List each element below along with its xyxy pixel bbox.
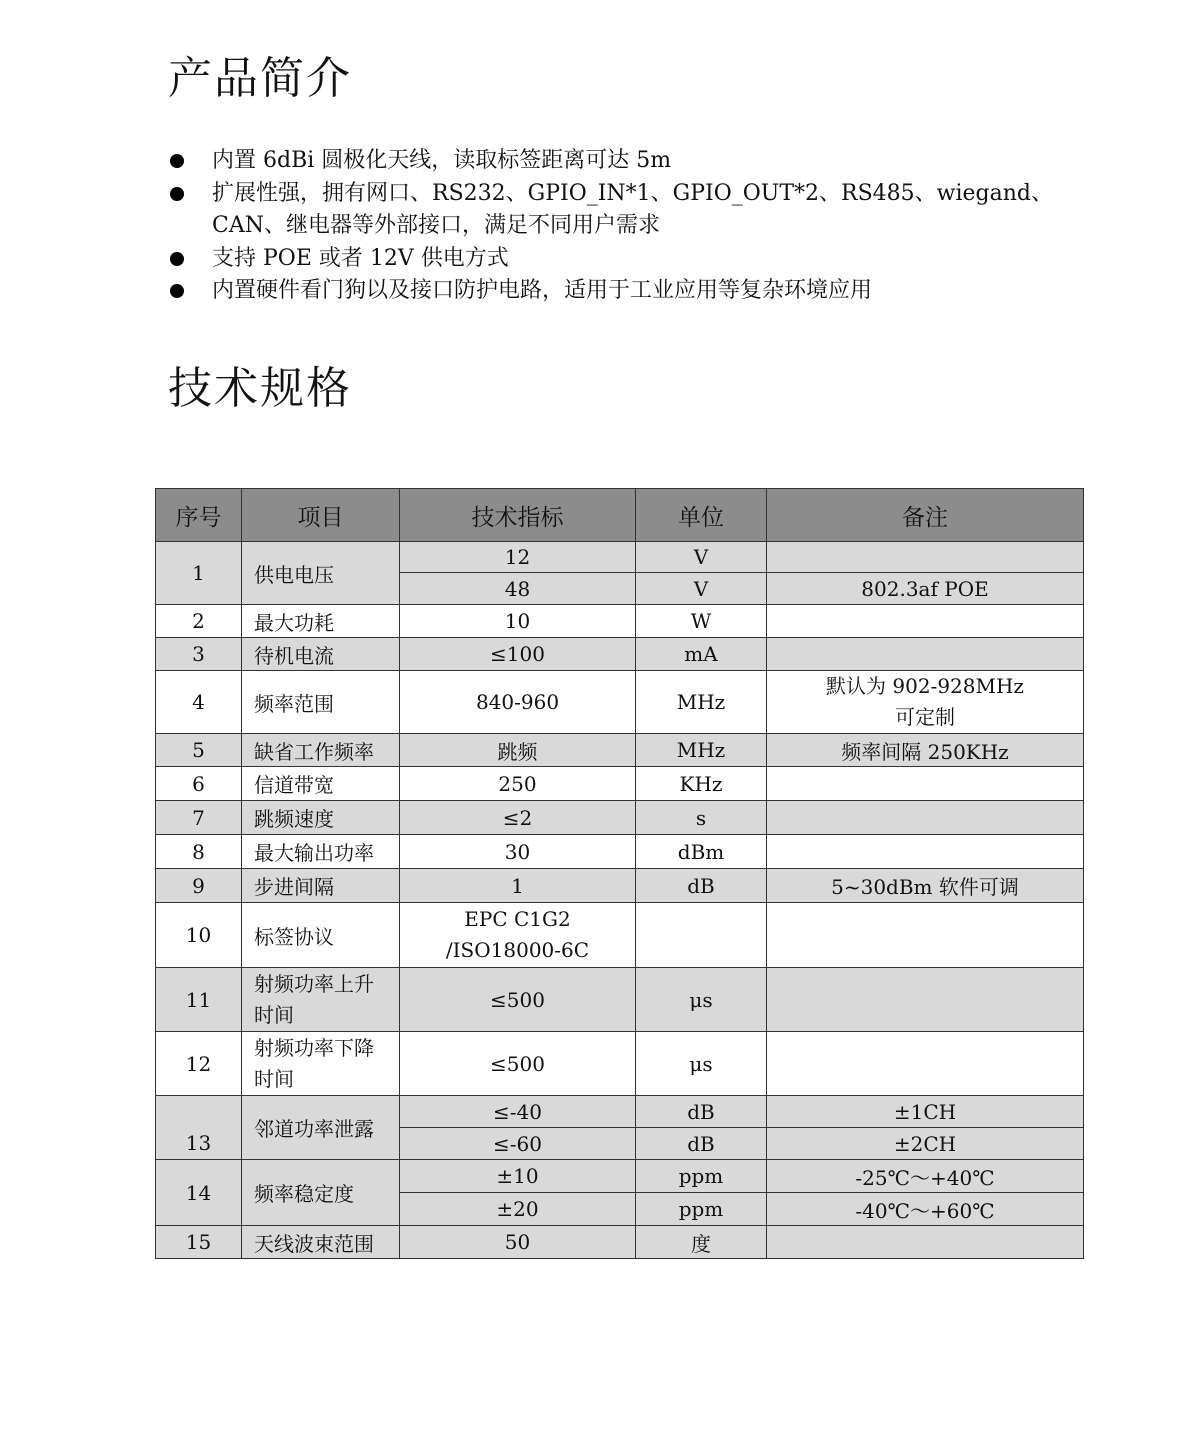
table-row — [156, 734, 1084, 767]
cell-note: 5~30dBm 软件可调 — [767, 869, 1084, 903]
cell-note — [767, 542, 1084, 573]
cell-value: 840-960 — [400, 671, 636, 734]
header-no: 序号 — [156, 489, 242, 542]
bullet-text: 内置硬件看门狗以及接口防护电路，适用于工业应用等复杂环境应用 — [212, 278, 873, 303]
cell-no: 2 — [156, 605, 242, 638]
table-row — [156, 835, 1084, 869]
cell-unit: μs — [636, 968, 767, 1032]
item-line: 时间 — [254, 1066, 294, 1091]
cell-item: 信道带宽 — [242, 767, 400, 801]
item-line: 时间 — [254, 1002, 294, 1027]
cell-item — [242, 1032, 400, 1096]
cell-no: 3 — [156, 638, 242, 671]
cell-unit: W — [636, 605, 767, 638]
cell-value: 12 — [400, 542, 636, 573]
cell-unit — [636, 903, 767, 968]
list-item — [168, 145, 1068, 178]
cell-value: ≤500 — [400, 968, 636, 1032]
cell-item: 步进间隔 — [242, 869, 400, 903]
table-row — [156, 1096, 1084, 1128]
cell-note — [767, 801, 1084, 835]
cell-note: -25℃～+40℃ — [767, 1160, 1084, 1193]
cell-unit: V — [636, 542, 767, 573]
cell-value: 1 — [400, 869, 636, 903]
cell-note: ±2CH — [767, 1128, 1084, 1160]
cell-value: 250 — [400, 767, 636, 801]
cell-item: 频率稳定度 — [242, 1160, 400, 1226]
section-title-intro: 产品简介 — [168, 53, 352, 104]
table-row — [156, 869, 1084, 903]
cell-note — [767, 767, 1084, 801]
feature-list — [168, 145, 1068, 308]
header-unit: 单位 — [636, 489, 767, 542]
table-row — [156, 903, 1084, 968]
item-line: 射频功率上升 — [254, 971, 374, 996]
cell-note — [767, 638, 1084, 671]
cell-no: 6 — [156, 767, 242, 801]
value-line: /ISO18000-6C — [445, 938, 590, 962]
cell-note: 802.3af POE — [767, 573, 1084, 605]
cell-value: ≤-60 — [400, 1128, 636, 1160]
bullet-dot-icon — [170, 284, 184, 298]
note-line: 默认为 902-928MHz — [826, 674, 1024, 698]
cell-item — [242, 968, 400, 1032]
cell-note — [767, 835, 1084, 869]
cell-value: ≤500 — [400, 1032, 636, 1096]
cell-unit: μs — [636, 1032, 767, 1096]
cell-value: ≤-40 — [400, 1096, 636, 1128]
cell-value: 跳频 — [400, 734, 636, 767]
cell-value: 48 — [400, 573, 636, 605]
cell-item: 邻道功率泄露 — [242, 1096, 400, 1160]
cell-no: 15 — [156, 1226, 242, 1259]
table-row — [156, 671, 1084, 734]
cell-unit: ppm — [636, 1160, 767, 1193]
cell-value: ≤2 — [400, 801, 636, 835]
cell-no: 4 — [156, 671, 242, 734]
cell-unit: dBm — [636, 835, 767, 869]
table-header-row — [156, 489, 1084, 542]
table-row — [156, 1160, 1084, 1193]
cell-item: 最大功耗 — [242, 605, 400, 638]
table-row — [156, 638, 1084, 671]
bullet-dot-icon — [170, 187, 184, 201]
cell-item: 待机电流 — [242, 638, 400, 671]
cell-no: 14 — [156, 1160, 242, 1226]
cell-no: 1 — [156, 542, 242, 605]
spec-table — [155, 488, 1084, 1259]
cell-value: 10 — [400, 605, 636, 638]
cell-note: -40℃～+60℃ — [767, 1193, 1084, 1226]
cell-no: 8 — [156, 835, 242, 869]
bullet-dot-icon — [170, 252, 184, 266]
bullet-text: 支持 POE 或者 12V 供电方式 — [212, 245, 509, 271]
cell-unit: MHz — [636, 734, 767, 767]
cell-value: 30 — [400, 835, 636, 869]
cell-unit: 度 — [636, 1226, 767, 1259]
table-row — [156, 968, 1084, 1032]
cell-no: 12 — [156, 1032, 242, 1096]
cell-note — [767, 671, 1084, 734]
cell-item: 缺省工作频率 — [242, 734, 400, 767]
cell-value: ±10 — [400, 1160, 636, 1193]
cell-value: ±20 — [400, 1193, 636, 1226]
cell-note — [767, 1032, 1084, 1096]
cell-value: ≤100 — [400, 638, 636, 671]
cell-item: 最大输出功率 — [242, 835, 400, 869]
cell-unit: V — [636, 573, 767, 605]
list-item — [168, 178, 1068, 243]
item-line: 射频功率下降 — [254, 1035, 374, 1060]
cell-no: 5 — [156, 734, 242, 767]
cell-unit: KHz — [636, 767, 767, 801]
cell-value — [400, 903, 636, 968]
header-item: 项目 — [242, 489, 400, 542]
cell-item: 标签协议 — [242, 903, 400, 968]
cell-no: 9 — [156, 869, 242, 903]
cell-note — [767, 605, 1084, 638]
header-note: 备注 — [767, 489, 1084, 542]
table-row — [156, 1032, 1084, 1096]
list-item — [168, 243, 1068, 276]
table-row — [156, 542, 1084, 573]
cell-unit: MHz — [636, 671, 767, 734]
cell-note — [767, 1226, 1084, 1259]
bullet-dot-icon — [170, 154, 184, 168]
table-row — [156, 1226, 1084, 1259]
cell-no: 10 — [156, 903, 242, 968]
cell-no: 11 — [156, 968, 242, 1032]
header-value: 技术指标 — [400, 489, 636, 542]
table-row — [156, 801, 1084, 835]
cell-unit: dB — [636, 869, 767, 903]
cell-no: 13 — [156, 1096, 242, 1160]
cell-item: 跳频速度 — [242, 801, 400, 835]
cell-item: 供电电压 — [242, 542, 400, 605]
cell-unit: dB — [636, 1128, 767, 1160]
cell-unit: s — [636, 801, 767, 835]
cell-unit: ppm — [636, 1193, 767, 1226]
table-row — [156, 605, 1084, 638]
list-item — [168, 275, 1068, 308]
cell-unit: dB — [636, 1096, 767, 1128]
value-line: EPC C1G2 — [464, 907, 571, 931]
bullet-text: 扩展性强，拥有网口、RS232、GPIO_IN*1、GPIO_OUT*2、RS485、wiegand、CAN、继电器等外部接口，满足不同用户需求 — [212, 180, 1053, 238]
note-line: 可定制 — [895, 705, 955, 729]
cell-note — [767, 903, 1084, 968]
cell-value: 50 — [400, 1226, 636, 1259]
cell-item: 频率范围 — [242, 671, 400, 734]
table-row — [156, 767, 1084, 801]
cell-note — [767, 968, 1084, 1032]
section-title-spec: 技术规格 — [168, 363, 352, 414]
cell-unit: mA — [636, 638, 767, 671]
cell-note: ±1CH — [767, 1096, 1084, 1128]
cell-item: 天线波束范围 — [242, 1226, 400, 1259]
cell-no: 7 — [156, 801, 242, 835]
bullet-text: 内置 6dBi 圆极化天线，读取标签距离可达 5m — [212, 148, 672, 173]
cell-note: 频率间隔 250KHz — [767, 734, 1084, 767]
